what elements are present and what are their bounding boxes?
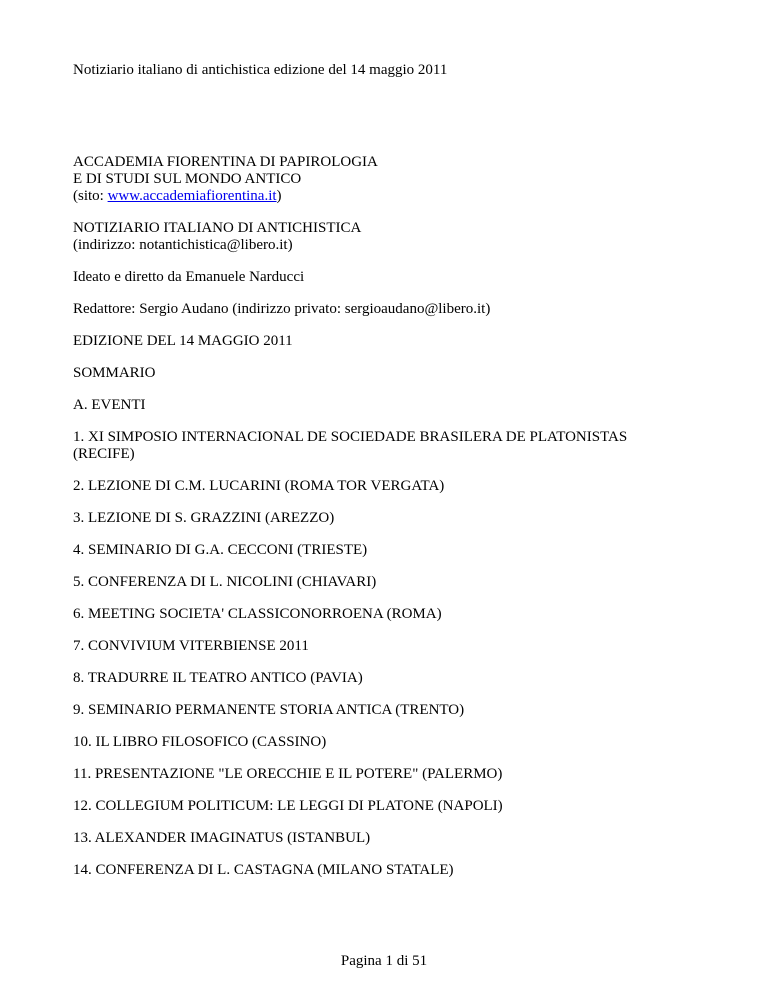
sommario-heading: SOMMARIO [73,365,156,381]
ideato-line: Ideato e diretto da Emanuele Narducci [73,269,305,285]
site-suffix: ) [276,188,282,204]
org-name-line1: ACCADEMIA FIORENTINA DI PAPIROLOGIA [73,154,378,170]
list-item: 8. TRADURRE IL TEATRO ANTICO (PAVIA) [73,670,363,686]
org-name-line2: E DI STUDI SUL MONDO ANTICO [73,171,302,187]
site-line [73,188,282,205]
list-item: 12. COLLEGIUM POLITICUM: LE LEGGI DI PLATONE (NAPOLI) [73,798,503,814]
redattore-line: Redattore: Sergio Audano (indirizzo privato: sergioaudano@libero.it) [73,301,491,317]
list-item: 7. CONVIVIUM VITERBIENSE 2011 [73,638,309,654]
edition-heading: EDIZIONE DEL 14 MAGGIO 2011 [73,333,293,349]
list-item: 6. MEETING SOCIETA' CLASSICONORROENA (ROMA) [73,606,442,622]
list-item-continuation: (RECIFE) [73,446,135,462]
section-a-heading: A. EVENTI [73,397,146,413]
doc-title: Notiziario italiano di antichistica edizione del 14 maggio 2011 [73,62,448,78]
notiziario-title: NOTIZIARIO ITALIANO DI ANTICHISTICA [73,220,362,236]
site-prefix: (sito: [73,188,108,204]
list-item: 11. PRESENTAZIONE "LE ORECCHIE E IL POTERE" (PALERMO) [73,766,503,782]
list-item: 1. XI SIMPOSIO INTERNACIONAL DE SOCIEDADE BRASILERA DE PLATONISTAS [73,429,628,445]
site-link[interactable]: www.accademiafiorentina.it [107,188,277,204]
list-item: 2. LEZIONE DI C.M. LUCARINI (ROMA TOR VERGATA) [73,478,445,494]
list-item: 5. CONFERENZA DI L. NICOLINI (CHIAVARI) [73,574,377,590]
notiziario-address: (indirizzo: notantichistica@libero.it) [73,237,293,253]
list-item: 3. LEZIONE DI S. GRAZZINI (AREZZO) [73,510,335,526]
list-item: 9. SEMINARIO PERMANENTE STORIA ANTICA (TRENTO) [73,702,465,718]
list-item: 4. SEMINARIO DI G.A. CECCONI (TRIESTE) [73,542,368,558]
page-number: Pagina 1 di 51 [340,953,428,969]
list-item: 10. IL LIBRO FILOSOFICO (CASSINO) [73,734,327,750]
list-item: 14. CONFERENZA DI L. CASTAGNA (MILANO STATALE) [73,862,454,878]
list-item: 13. ALEXANDER IMAGINATUS (ISTANBUL) [73,830,371,846]
